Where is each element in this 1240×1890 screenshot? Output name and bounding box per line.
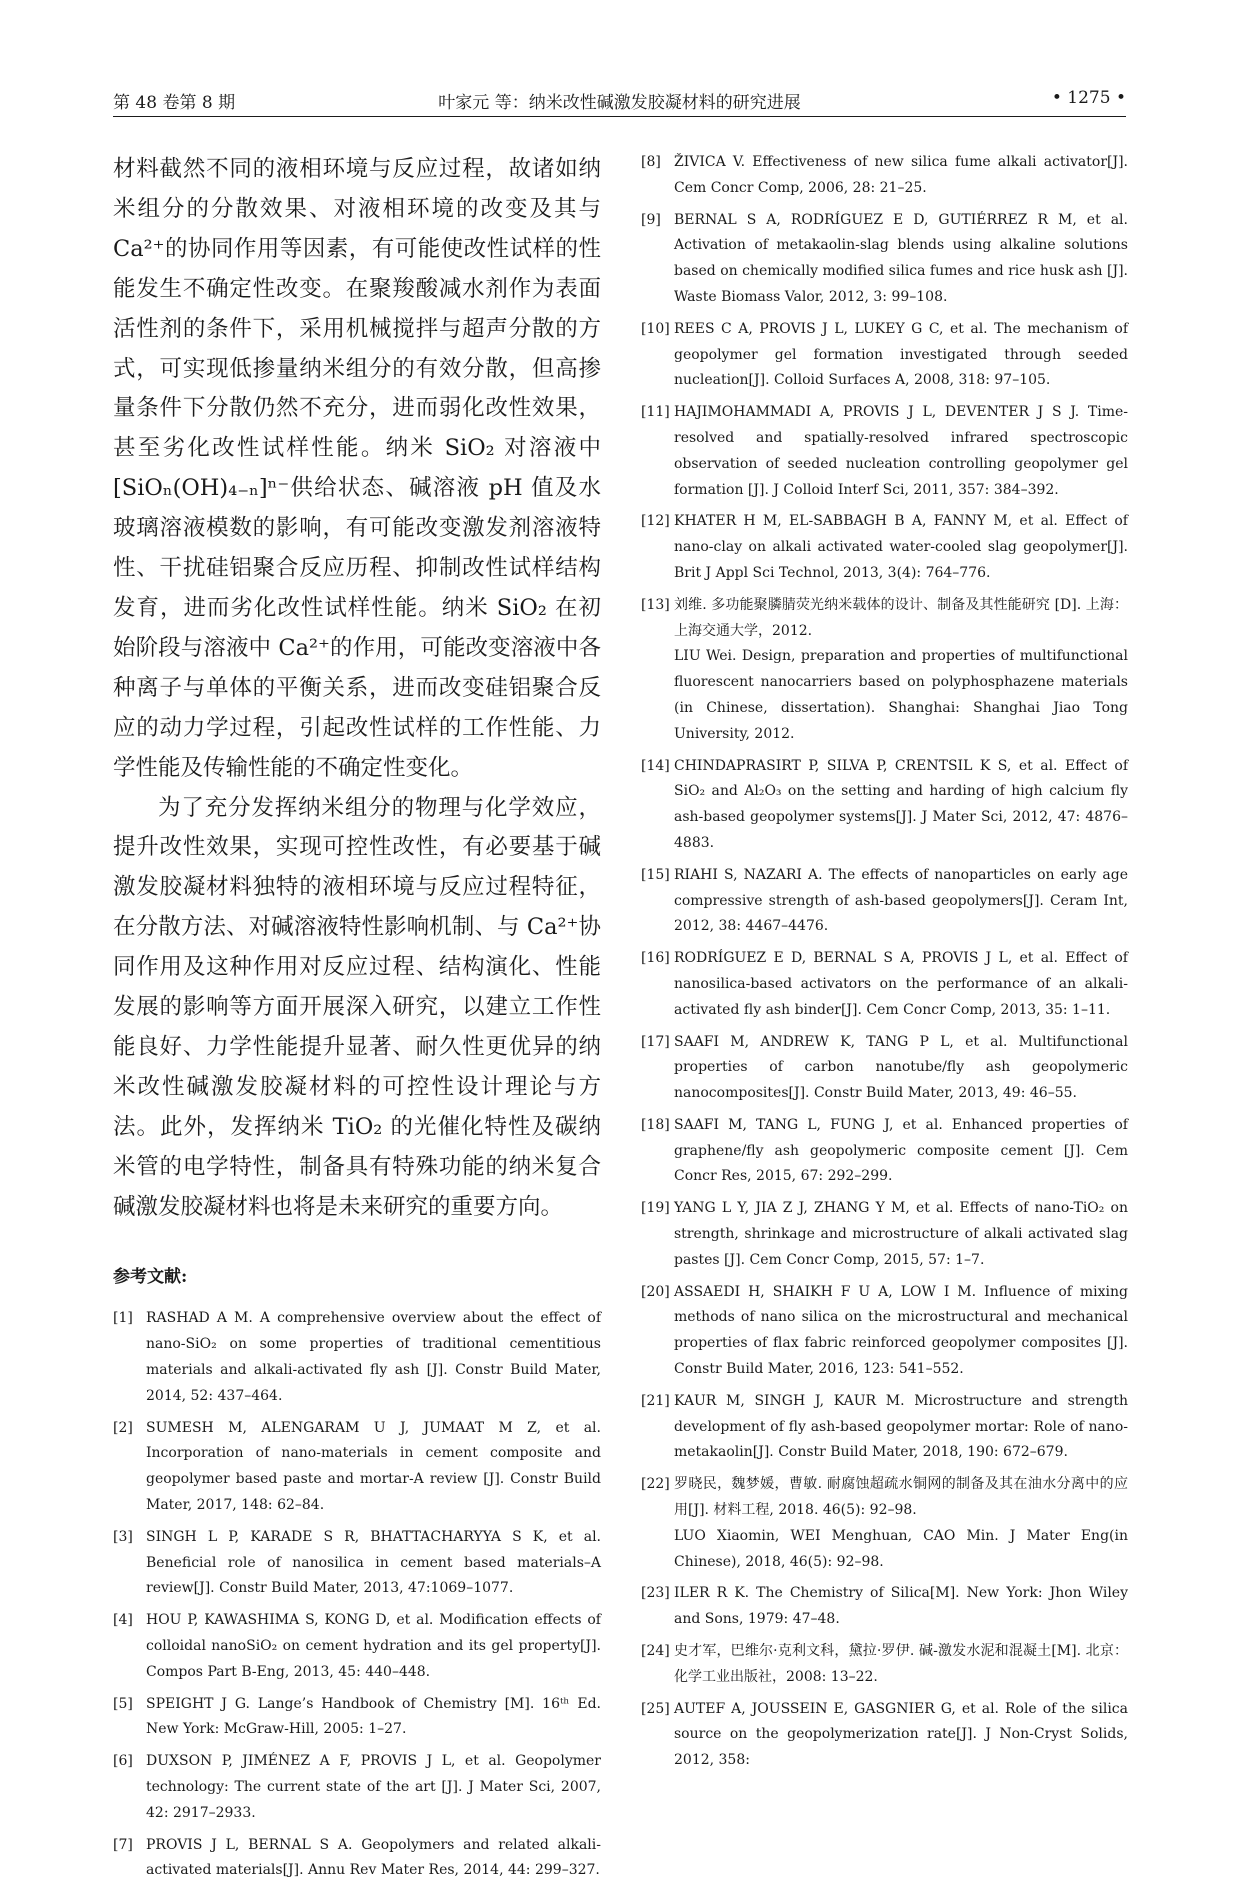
- reference-number: [22]: [641, 1476, 670, 1493]
- running-title: 叶家元 等：纳米改性碱激发胶凝材料的研究进展: [438, 93, 801, 113]
- reference-text: [146, 1608, 601, 1685]
- reference-line: ŽIVICA V. Effectiveness of new silica fume alkali activator[J]. Cem Concr Comp, 2006, 28: 21–25.: [674, 154, 1128, 196]
- reference-text: [674, 208, 1128, 311]
- reference-line: KAUR M, SINGH J, KAUR M. Microstructure and strength development of fly ash-based geopolymer mortar: Role of nano-metakaolin[J]. Constr Build Mater, 2018, 190: 672–679.: [674, 1392, 1128, 1461]
- reference-line: REES C A, PROVIS J L, LUKEY G C, et al. The mechanism of geopolymer gel formation investigated through seeded nucleation[J]. Colloid Surfaces A, 2008, 318: 97–105.: [674, 320, 1128, 389]
- reference-line: 史才军，巴维尔·克利文科，黛拉·罗伊. 碱-激发水泥和混凝土[M]. 北京：化学工业出版社，2008: 13–22.: [674, 1643, 1128, 1685]
- reference-number: [4]: [113, 1612, 133, 1629]
- reference-list-left: [113, 1306, 601, 1884]
- reference-text: [146, 1306, 601, 1409]
- reference-item: [641, 1113, 1128, 1190]
- reference-number: [25]: [641, 1700, 670, 1717]
- reference-number: [19]: [641, 1200, 670, 1217]
- reference-text: [674, 1196, 1128, 1273]
- reference-text: [674, 1030, 1128, 1107]
- reference-number: [11]: [641, 404, 670, 421]
- reference-item: [641, 1697, 1128, 1774]
- reference-line: DUXSON P, JIMÉNEZ A F, PROVIS J L, et al. Geopolymer technology: The current state of the art [J]. J Mater Sci, 2007, 42: 2917–2933.: [146, 1753, 601, 1821]
- running-header: [113, 88, 1126, 116]
- reference-line: SUMESH M, ALENGARAM U J, JUMAAT M Z, et al. Incorporation of nano-materials in cement composite and geopolymer based paste and mortar-A review [J]. Constr Build Mater, 2017, 148: 62–84.: [146, 1419, 601, 1514]
- reference-text: [674, 1472, 1128, 1575]
- reference-text: [674, 754, 1128, 857]
- reference-line: ILER R K. The Chemistry of Silica[M]. New York: Jhon Wiley and Sons, 1979: 47–48.: [674, 1585, 1128, 1628]
- reference-line: KHATER H M, EL-SABBAGH B A, FANNY M, et al. Effect of nano-clay on alkali activated water-cooled slag geopolymer[J]. Brit J Appl Sci Technol, 2013, 3(4): 764–776.: [674, 513, 1128, 581]
- reference-line: CHINDAPRASIRT P, SILVA P, CRENTSIL K S, et al. Effect of SiO₂ and Al₂O₃ on the setting and harding of high calcium fly ash-based geopolymer systems[J]. J Mater Sci, 2012, 47: 4876–4883.: [674, 757, 1128, 851]
- reference-item: [641, 754, 1128, 857]
- page-number: • 1275 •: [1051, 88, 1126, 108]
- reference-line: LIU Wei. Design, preparation and properties of multifunctional fluorescent nanocarriers based on polyphosphazene materials (in Chinese, dissertation). Shanghai: Shanghai Jiao Tong University, 2012.: [674, 648, 1128, 742]
- reference-line: SINGH L P, KARADE S R, BHATTACHARYYA S K, et al. Beneficial role of nanosilica in cement based materials–A review[J]. Constr Build Mater, 2013, 47:1069–1077.: [146, 1528, 601, 1597]
- reference-item: [641, 593, 1128, 748]
- reference-number: [17]: [641, 1033, 670, 1050]
- reference-number: [16]: [641, 950, 670, 967]
- reference-number: [6]: [113, 1753, 133, 1770]
- reference-item: [641, 509, 1128, 586]
- reference-text: [146, 1749, 601, 1826]
- reference-line: AUTEF A, JOUSSEIN E, GASGNIER G, et al. Role of the silica source on the geopolymerization rate[J]. J Non-Cryst Solids, 2012, 358:: [674, 1700, 1128, 1769]
- reference-number: [9]: [641, 211, 661, 228]
- reference-text: [674, 863, 1128, 940]
- reference-line: LUO Xiaomin, WEI Menghuan, CAO Min. J Mater Eng(in Chinese), 2018, 46(5): 92–98.: [674, 1527, 1128, 1570]
- reference-text: [146, 1833, 601, 1885]
- reference-text: [674, 317, 1128, 394]
- volume-issue: 第 48 卷第 8 期: [113, 93, 236, 113]
- reference-number: [15]: [641, 866, 670, 883]
- reference-line: SAAFI M, ANDREW K, TANG P L, et al. Multifunctional properties of carbon nanotube/fly ash geopolymeric nanocomposites[J]. Constr Build Mater, 2013, 49: 46–55.: [674, 1033, 1128, 1102]
- reference-text: [674, 1280, 1128, 1383]
- reference-line: YANG L Y, JIA Z J, ZHANG Y M, et al. Effects of nano-TiO₂ on strength, shrinkage and microstructure of alkali activated slag pastes [J]. Cem Concr Comp, 2015, 57: 1–7.: [674, 1200, 1128, 1268]
- reference-item: [641, 1389, 1128, 1466]
- body-paragraph-2: 为了充分发挥纳米组分的物理与化学效应，提升改性效果，实现可控性改性，有必要基于碱激发胶凝材料独特的液相环境与反应过程特征，在分散方法、对碱溶液特性影响机制、与 Ca²⁺协同作用及这种作用对反应过程、结构演化、性能发展的影响等方面开展深入研究，以建立工作性能良好、力学性能提升显著、耐久性更优异的纳米改性碱激发胶凝材料的可控性设计理论与方法。此外，发挥纳米 TiO₂ 的光催化特性及碳纳米管的电学特性，制备具有特殊功能的纳米复合碱激发胶凝材料也将是未来研究的重要方向。: [113, 794, 601, 1220]
- reference-text: [146, 1692, 601, 1744]
- reference-text: [674, 1389, 1128, 1466]
- reference-text: [674, 400, 1128, 503]
- reference-item: [113, 1749, 601, 1826]
- header-rule: [113, 116, 1126, 117]
- reference-item: [641, 208, 1128, 311]
- reference-number: [7]: [113, 1836, 133, 1853]
- reference-line: RODRÍGUEZ E D, BERNAL S A, PROVIS J L, et al. Effect of nanosilica-based activators on the performance of an alkali-activated fly ash binder[J]. Cem Concr Comp, 2013, 35: 1–11.: [674, 950, 1128, 1018]
- reference-number: [14]: [641, 757, 670, 774]
- reference-item: [641, 946, 1128, 1023]
- reference-text: [674, 1581, 1128, 1633]
- reference-text: [674, 509, 1128, 586]
- reference-text: [674, 1113, 1128, 1190]
- reference-number: [24]: [641, 1643, 670, 1660]
- reference-item: [641, 1581, 1128, 1633]
- reference-number: [5]: [113, 1695, 133, 1712]
- reference-item: [113, 1306, 601, 1409]
- reference-line: ASSAEDI H, SHAIKH F U A, LOW I M. Influence of mixing methods of nano silica on the microstructural and mechanical properties of flax fabric reinforced geopolymer composites [J]. Constr Build Mater, 2016, 123: 541–552.: [674, 1283, 1128, 1378]
- reference-item: [641, 150, 1128, 202]
- reference-line: SAAFI M, TANG L, FUNG J, et al. Enhanced properties of graphene/fly ash geopolymeric composite cement [J]. Cem Concr Res, 2015, 67: 292–299.: [674, 1116, 1128, 1185]
- reference-item: [641, 1639, 1128, 1691]
- reference-line: BERNAL S A, RODRÍGUEZ E D, GUTIÉRREZ R M, et al. Activation of metakaolin-slag blends using alkaline solutions based on chemically modified silica fumes and rice husk ash [J]. Waste Biomass Valor, 2012, 3: 99–108.: [674, 211, 1128, 305]
- body-paragraph-1: 材料截然不同的液相环境与反应过程，故诸如纳米组分的分散效果、对液相环境的改变及其与 Ca²⁺的协同作用等因素，有可能使改性试样的性能发生不确定性改变。在聚羧酸减水剂作为表面活性剂的条件下，采用机械搅拌与超声分散的方式，可实现低掺量纳米组分的有效分散，但高掺量条件下分散仍然不充分，进而弱化改性效果，甚至劣化改性试样性能。纳米 SiO₂ 对溶液中[SiOₙ(OH)₄₋ₙ]ⁿ⁻供给状态、碱溶液 pH 值及水玻璃溶液模数的影响，有可能改变激发剂溶液特性、干扰硅铝聚合反应历程、抑制改性试样结构发育，进而劣化改性试样性能。纳米 SiO₂ 在初始阶段与溶液中 Ca²⁺的作用，可能改变溶液中各种离子与单体的平衡关系，进而改变硅铝聚合反应的动力学过程，引起改性试样的工作性能、力学性能及传输性能的不确定性变化。: [113, 156, 601, 781]
- reference-line: 罗晓民，魏梦媛，曹敏. 耐腐蚀超疏水铜网的制备及其在油水分离中的应用[J]. 材料工程, 2018. 46(5): 92–98.: [674, 1476, 1128, 1519]
- reference-line: SPEIGHT J G. Lange’s Handbook of Chemistry [M]. 16ᵗʰ Ed. New York: McGraw-Hill, 2005: 1–27.: [146, 1695, 601, 1738]
- reference-item: [641, 863, 1128, 940]
- reference-number: [23]: [641, 1585, 670, 1602]
- reference-item: [641, 317, 1128, 394]
- reference-text: [674, 150, 1128, 202]
- reference-list-right: [641, 150, 1128, 1774]
- reference-number: [13]: [641, 596, 670, 613]
- right-column: [641, 150, 1128, 1780]
- reference-line: HAJIMOHAMMADI A, PROVIS J L, DEVENTER J S J. Time-resolved and spatially-resolved infrared spectroscopic observation of seeded nucleation controlling geopolymer gel formation [J]. J Colloid Interf Sci, 2011, 357: 384–392.: [674, 404, 1128, 498]
- reference-text: [674, 593, 1128, 748]
- reference-item: [113, 1416, 601, 1519]
- reference-item: [113, 1608, 601, 1685]
- reference-item: [641, 1280, 1128, 1383]
- reference-item: [641, 1030, 1128, 1107]
- reference-number: [21]: [641, 1392, 670, 1409]
- reference-item: [113, 1525, 601, 1602]
- reference-text: [146, 1525, 601, 1602]
- left-column: [113, 150, 601, 1890]
- reference-number: [3]: [113, 1528, 133, 1545]
- reference-line: HOU P, KAWASHIMA S, KONG D, et al. Modification effects of colloidal nanoSiO₂ on cement hydration and its gel property[J]. Compos Part B-Eng, 2013, 45: 440–448.: [146, 1612, 601, 1680]
- reference-item: [113, 1833, 601, 1885]
- reference-number: [12]: [641, 513, 670, 530]
- reference-number: [20]: [641, 1283, 670, 1300]
- reference-line: RIAHI S, NAZARI A. The effects of nanoparticles on early age compressive strength of ash-based geopolymers[J]. Ceram Int, 2012, 38: 4467–4476.: [674, 866, 1128, 935]
- reference-item: [113, 1692, 601, 1744]
- reference-number: [2]: [113, 1419, 133, 1436]
- reference-text: [674, 946, 1128, 1023]
- reference-item: [641, 1472, 1128, 1575]
- reference-line: PROVIS J L, BERNAL S A. Geopolymers and related alkali-activated materials[J]. Annu Rev Mater Res, 2014, 44: 299–327.: [146, 1836, 601, 1879]
- reference-line: 刘维. 多功能聚膦腈荧光纳米载体的设计、制备及其性能研究 [D]. 上海：上海交通大学，2012.: [674, 596, 1128, 639]
- reference-text: [674, 1639, 1128, 1691]
- reference-item: [641, 400, 1128, 503]
- reference-number: [8]: [641, 154, 661, 170]
- reference-number: [1]: [113, 1310, 133, 1327]
- reference-text: [146, 1416, 601, 1519]
- reference-text: [674, 1697, 1128, 1774]
- reference-number: [10]: [641, 320, 670, 337]
- references-heading: 参考文献:: [113, 1267, 188, 1288]
- reference-item: [641, 1196, 1128, 1273]
- reference-line: RASHAD A M. A comprehensive overview about the effect of nano-SiO₂ on some properties of traditional cementitious materials and alkali-activated fly ash [J]. Constr Build Mater, 2014, 52: 437–464.: [146, 1310, 601, 1404]
- reference-number: [18]: [641, 1116, 670, 1133]
